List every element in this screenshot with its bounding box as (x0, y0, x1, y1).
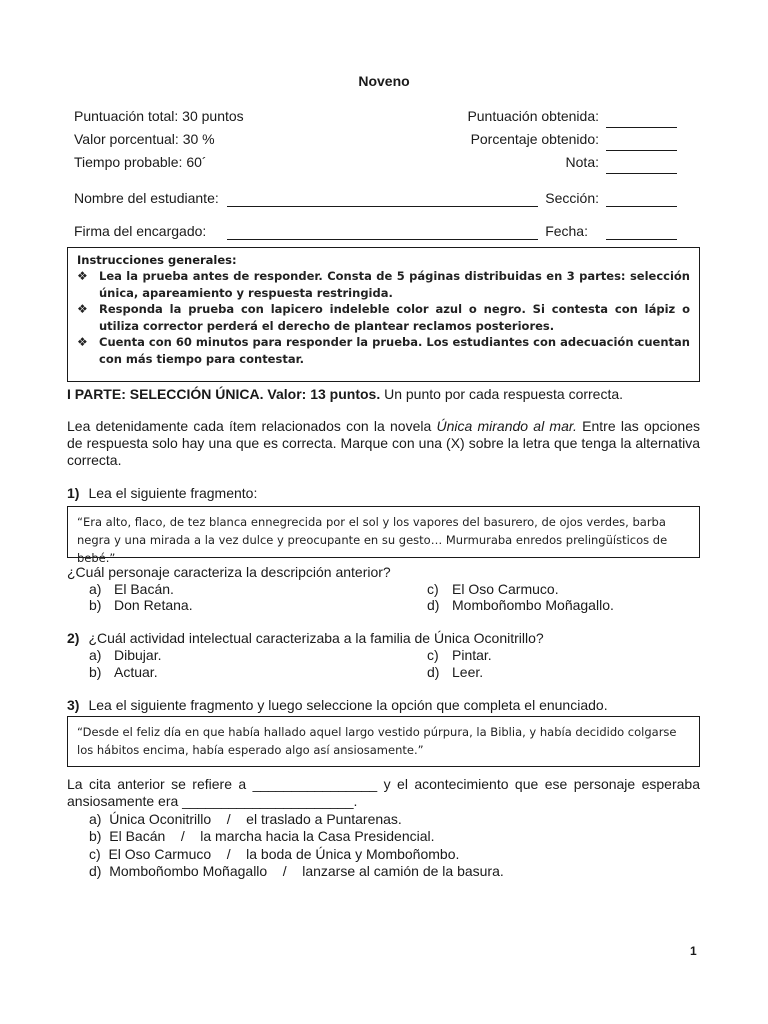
q1-option-d[interactable]: Momboñombo Moñagallo. (452, 597, 614, 613)
section-field[interactable] (606, 206, 677, 207)
time-label: Tiempo probable: 60´ (74, 154, 207, 170)
q2-option-c-letter[interactable]: c) (427, 647, 439, 663)
obtained-score-field[interactable] (606, 127, 677, 128)
percent-value-label: Valor porcentual: 30 % (74, 131, 215, 147)
q3-quote-box: “Desde el feliz día en que había hallado aquel largo vestido púrpura, la Biblia, y había decidido colgarse los hábitos encima, había esperado algo así ansiosamente.” (67, 716, 700, 767)
part1-intro: Lea detenidamente cada ítem relacionados con la novela Única mirando al mar. Entre las opciones de respuesta solo hay una que es correcta. Marque con una (X) sobre la letra que tenga la alternativa correcta. (67, 418, 700, 468)
total-score-label: Puntuación total: 30 puntos (74, 108, 244, 124)
q1-option-a[interactable]: El Bacán. (114, 581, 174, 597)
q1-question: ¿Cuál personaje caracteriza la descripción anterior? (67, 564, 391, 580)
q2-question: 2) ¿Cuál actividad intelectual caracterizaba a la familia de Única Oconitrillo? (67, 630, 544, 646)
q3-option-a[interactable]: a) Única Oconitrillo / el traslado a Puntarenas. (89, 811, 402, 827)
date-label: Fecha: (545, 223, 588, 239)
q1-option-c[interactable]: El Oso Carmuco. (452, 581, 559, 597)
instruction-item: ❖ Responda la prueba con lapicero indeleble color azul o negro. Si contesta con lápiz o utiliza corrector perderá el derecho de plantear reclamos posteriores. (77, 302, 690, 333)
grade-field[interactable] (606, 173, 677, 174)
part1-heading (67, 386, 700, 403)
instructions-title: Instrucciones generales: (77, 253, 237, 267)
part1-heading-bold: I PARTE: SELECCIÓN ÚNICA. Valor: 13 puntos. (67, 386, 381, 402)
obtained-score-label: Puntuación obtenida: (467, 108, 599, 124)
q1-prompt: 1) Lea el siguiente fragmento: (67, 485, 258, 501)
q1-option-c-letter[interactable]: c) (427, 581, 439, 597)
q1-option-b-letter[interactable]: b) (89, 597, 102, 613)
q2-number: 2) (67, 630, 80, 646)
page-title: Noveno (358, 73, 410, 89)
q2-option-d-letter[interactable]: d) (427, 664, 440, 680)
q3-option-b[interactable]: b) El Bacán / la marcha hacia la Casa Presidencial. (89, 828, 435, 844)
q3-option-c[interactable]: c) El Oso Carmuco / la boda de Única y Momboñombo. (89, 846, 460, 862)
q3-number: 3) (67, 697, 80, 713)
obtained-percent-label: Porcentaje obtenido: (470, 131, 599, 147)
diamond-bullet-icon: ❖ (77, 269, 88, 283)
q3-option-d[interactable]: d) Momboñombo Moñagallo / lanzarse al camión de la basura. (89, 863, 504, 879)
q1-option-b[interactable]: Don Retana. (114, 597, 193, 613)
section-label: Sección: (545, 190, 599, 206)
date-field[interactable] (606, 239, 677, 240)
q2-option-d[interactable]: Leer. (452, 664, 484, 680)
page-number: 1 (690, 944, 697, 958)
signature-label: Firma del encargado: (74, 223, 207, 239)
student-name-label: Nombre del estudiante: (74, 190, 219, 206)
student-name-field[interactable] (227, 206, 538, 207)
obtained-percent-field[interactable] (606, 150, 677, 151)
diamond-bullet-icon: ❖ (77, 335, 88, 349)
novel-title: Única mirando al mar. (436, 418, 577, 434)
q1-quote-box: “Era alto, flaco, de tez blanca ennegrecida por el sol y los vapores del basurero, de ojos verdes, barba negra y una mirada a la vez dulce y preocupante en su gesto… Murmuraba enredos prelingüísticos de bebé.” (67, 506, 700, 558)
signature-field[interactable] (227, 239, 538, 240)
q1-option-d-letter[interactable]: d) (427, 597, 440, 613)
q2-option-b[interactable]: Actuar. (114, 664, 158, 680)
instructions-box (67, 247, 700, 382)
q2-option-a[interactable]: Dibujar. (114, 647, 162, 663)
diamond-bullet-icon: ❖ (77, 302, 88, 316)
q3-statement: La cita anterior se refiere a ________________ y el acontecimiento que ese personaje esperaba ansiosamente era ______________________. (67, 776, 700, 809)
q2-option-b-letter[interactable]: b) (89, 664, 102, 680)
q2-option-a-letter[interactable]: a) (89, 647, 102, 663)
grade-label: Nota: (565, 154, 599, 170)
q1-number: 1) (67, 485, 80, 501)
instruction-item: ❖ Cuenta con 60 minutos para responder la prueba. Los estudiantes con adecuación cuentan con más tiempo para contestar. (77, 335, 690, 366)
q2-option-c[interactable]: Pintar. (452, 647, 492, 663)
instruction-item: ❖ Lea la prueba antes de responder. Consta de 5 páginas distribuidas en 3 partes: selección única, apareamiento y respuesta restringida. (77, 269, 690, 300)
q3-prompt: 3) Lea el siguiente fragmento y luego seleccione la opción que completa el enunciado. (67, 697, 608, 713)
part1-heading-rest: Un punto por cada respuesta correcta. (380, 386, 624, 402)
q1-option-a-letter[interactable]: a) (89, 581, 102, 597)
